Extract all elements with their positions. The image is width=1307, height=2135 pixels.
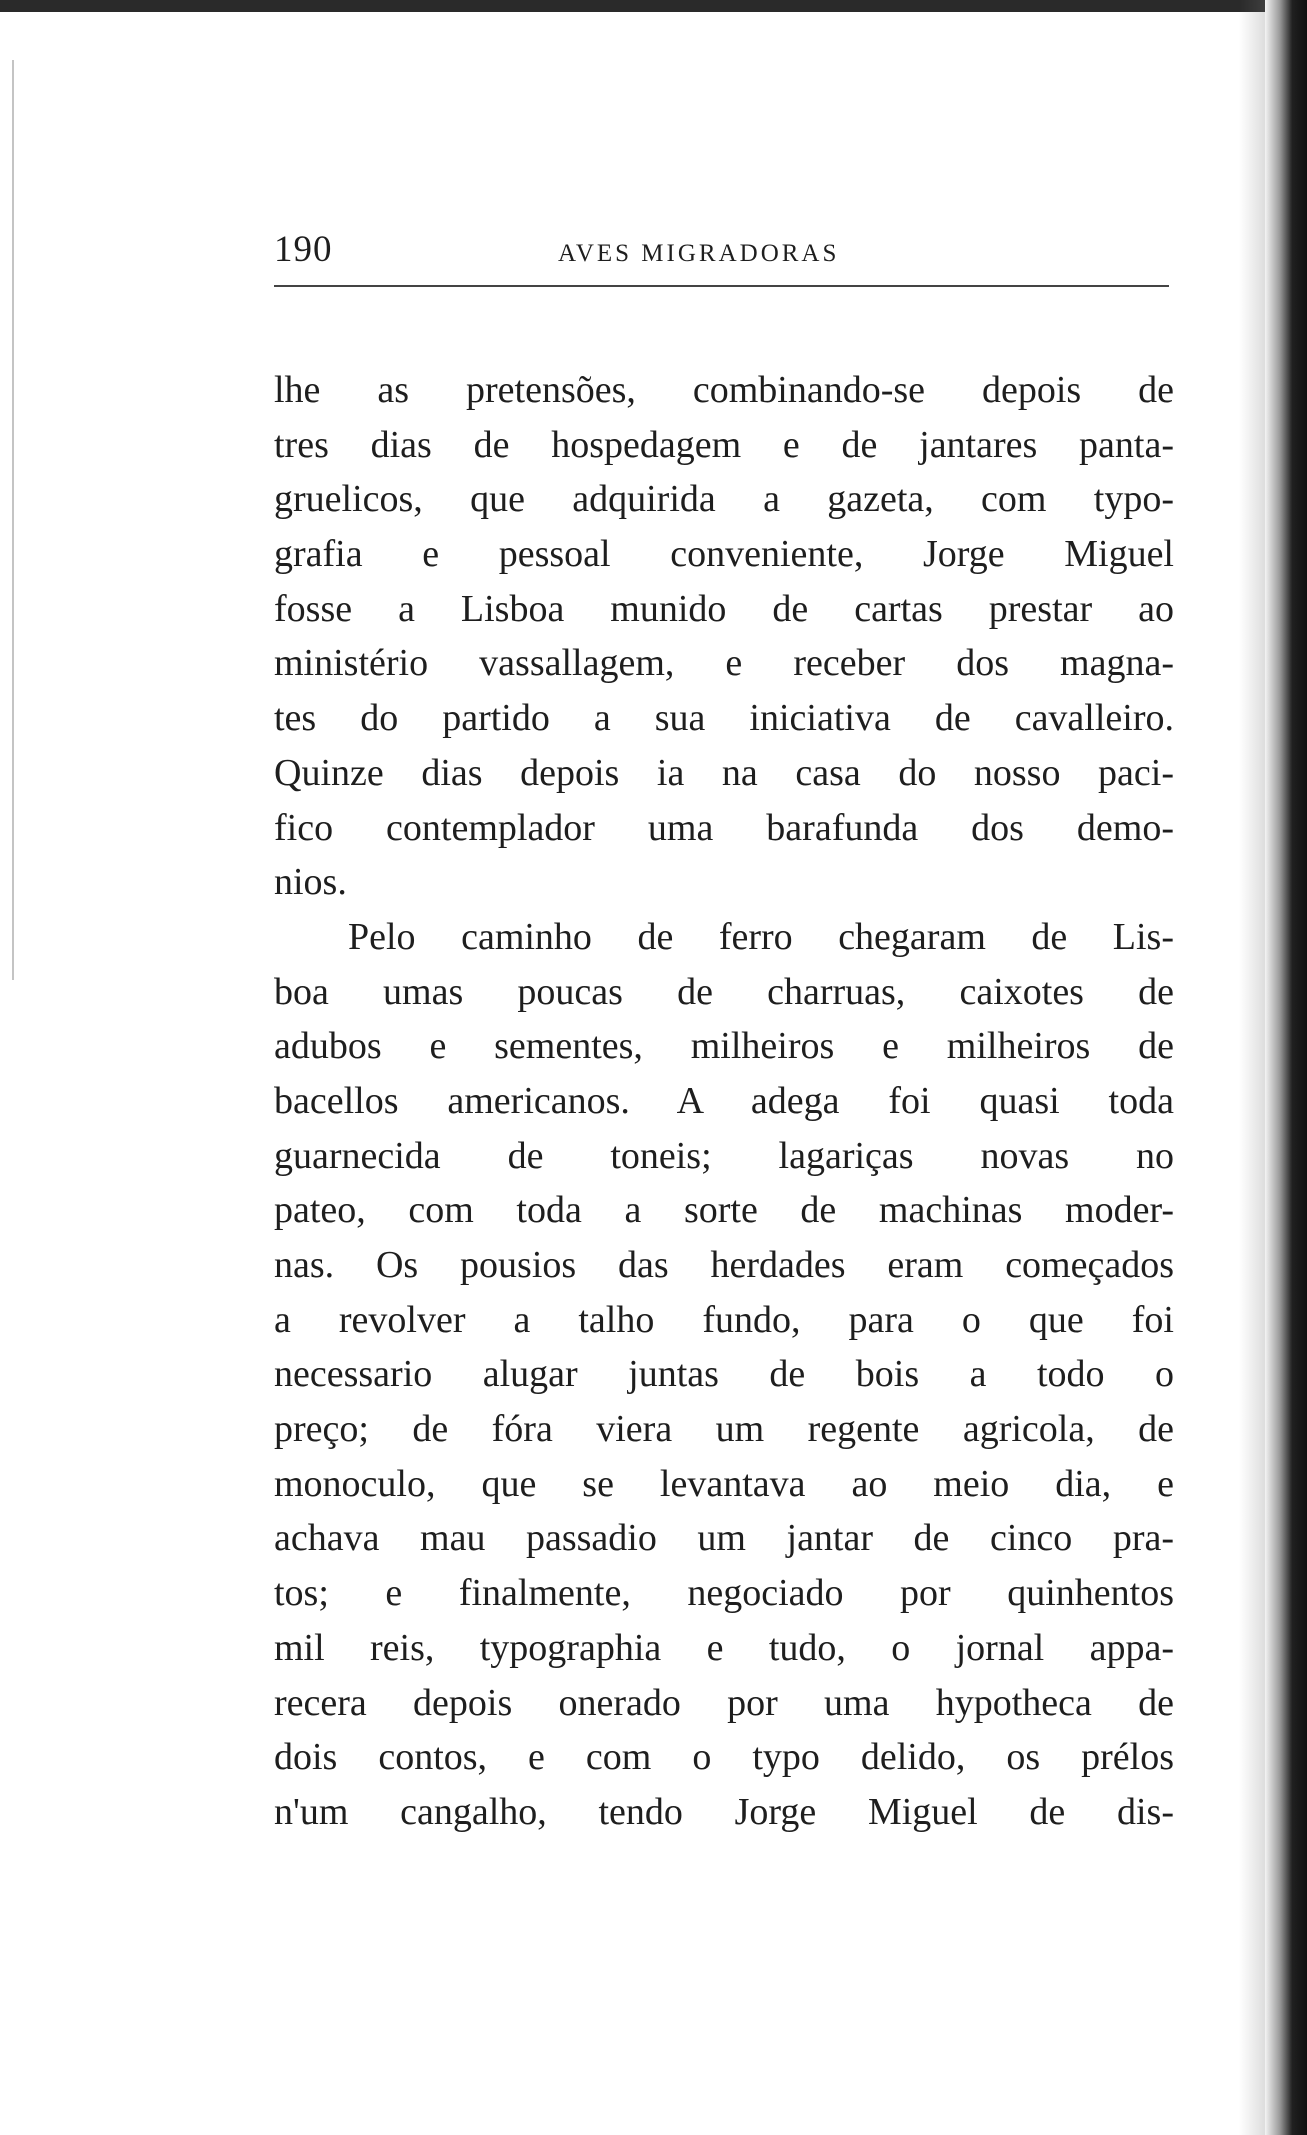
page-header [274, 224, 1169, 284]
book-spine [1265, 0, 1307, 2135]
text-line: lhe as pretensões, combinando-se depois de [274, 369, 1174, 411]
text-line: n'um cangalho, tendo Jorge Miguel de dis- [274, 1790, 1174, 1833]
text-line: adubos e sementes, milheiros e milheiros de [274, 1025, 1174, 1068]
spine-shadow [1239, 0, 1265, 2135]
page-top-border [0, 0, 1270, 12]
text-line: dois contos, e com o typo delido, os prélos [274, 1736, 1174, 1779]
page-left-edge [12, 60, 14, 980]
text-line: tos; e finalmente, negociado por quinhentos [274, 1572, 1174, 1615]
text-line: fico contemplador uma barafunda dos demo- [274, 806, 1174, 849]
text-line: bacellos americanos. A adega foi quasi toda [274, 1079, 1174, 1122]
text-line: nas. Os pousios das herdades eram começados [274, 1244, 1174, 1286]
text-line: preço; de fóra viera um regente agricola, de [274, 1408, 1174, 1451]
running-head: AVES MIGRADORAS [558, 240, 840, 267]
text-line: tres dias de hospedagem e de jantares panta- [274, 423, 1174, 466]
text-line: tes do partido a sua iniciativa de cavalleiro. [274, 697, 1174, 740]
text-line: guarnecida de toneis; lagariças novas no [274, 1134, 1174, 1177]
page-number: 190 [274, 229, 333, 270]
paragraph-end-line: nios. [274, 861, 347, 904]
body-text [274, 363, 1174, 1840]
text-line: mil reis, typographia e tudo, o jornal appa- [274, 1626, 1174, 1669]
text-line: gruelicos, que adquirida a gazeta, com typo- [274, 478, 1174, 521]
text-line: monoculo, que se levantava ao meio dia, e [274, 1462, 1174, 1505]
paragraph-start-line: Pelo caminho de ferro chegaram de Lis- [348, 915, 1174, 958]
text-line: pateo, com toda a sorte de machinas moder- [274, 1189, 1174, 1232]
text-line: boa umas poucas de charruas, caixotes de [274, 970, 1174, 1013]
text-line: achava mau passadio um jantar de cinco pra- [274, 1517, 1174, 1560]
text-line: necessario alugar juntas de bois a todo o [274, 1353, 1174, 1396]
text-line: recera depois onerado por uma hypotheca de [274, 1681, 1174, 1724]
text-line: fosse a Lisboa munido de cartas prestar ao [274, 587, 1174, 630]
text-line: Quinze dias depois ia na casa do nosso paci- [274, 751, 1174, 794]
header-rule [274, 285, 1169, 287]
text-line: a revolver a talho fundo, para o que foi [274, 1298, 1174, 1341]
text-line: grafia e pessoal conveniente, Jorge Miguel [274, 533, 1174, 576]
text-line: ministério vassallagem, e receber dos magna- [274, 642, 1174, 685]
